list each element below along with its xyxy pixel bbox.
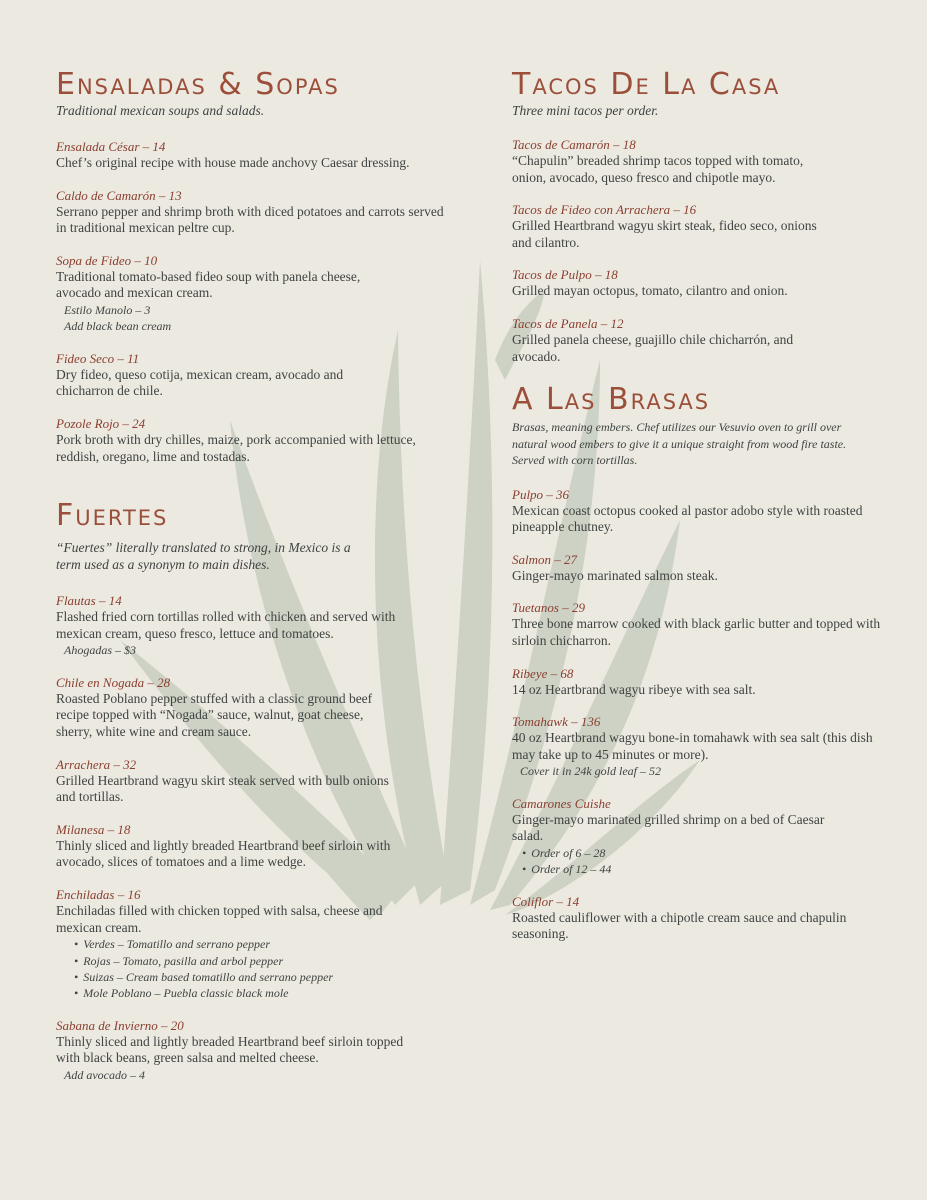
item-name: Chile en Nogada – 28 xyxy=(56,674,171,690)
section-tacos-de-la-casa xyxy=(512,67,884,365)
item-description: Grilled Heartbrand wagyu skirt steak served with bulb onions and tortillas. xyxy=(56,772,389,805)
item-description: Traditional tomato-based fideo soup with panela cheese, avocado and mexican cream. xyxy=(56,268,361,301)
menu-item xyxy=(512,666,884,699)
section-title: A Las Brasas xyxy=(512,382,711,418)
item-name: Milanesa – 18 xyxy=(56,821,131,837)
item-name: Arrachera – 32 xyxy=(56,756,137,772)
item-description: Pork broth with dry chilles, maize, pork accompanied with lettuce, reddish, oregano, lime and tostadas. xyxy=(56,431,416,464)
item-name: Fideo Seco – 11 xyxy=(56,350,140,366)
item-name: Pulpo – 36 xyxy=(512,486,570,502)
item-description: Grilled panela cheese, guajillo chile chicharrón, and avocado. xyxy=(512,331,794,364)
menu-item xyxy=(512,714,884,780)
menu-item xyxy=(512,137,884,186)
item-name: Caldo de Camarón – 13 xyxy=(56,187,182,203)
item-name: Salmon – 27 xyxy=(512,551,577,567)
item-option: • Order of 6 – 28 xyxy=(512,845,884,861)
item-addon: Estilo Manolo – 3 xyxy=(64,302,151,317)
menu-item xyxy=(56,757,456,806)
item-name: Tacos de Camarón – 18 xyxy=(512,137,636,152)
item-description: Thinly sliced and lightly breaded Heartbrand beef sirloin with avocado, slices of tomatoes and a lime wedge. xyxy=(56,837,391,870)
item-description: “Chapulin” breaded shrimp tacos topped with tomato, onion, avocado, queso fresco and chipotle mayo. xyxy=(512,153,804,185)
menu-item xyxy=(56,188,456,237)
item-addon: Cover it in 24k gold leaf – 52 xyxy=(520,764,661,779)
item-description: Mexican coast octopus cooked al pastor adobo style with roasted pineapple chutney. xyxy=(512,502,863,535)
section-subtitle: Brasas, meaning embers. Chef utilizes our Vesuvio oven to grill over natural wood embers to give it a unique straight from wood fire taste. Served with corn tortillas. xyxy=(512,420,847,468)
menu-item xyxy=(512,487,884,536)
item-description: Chef’s original recipe with house made anchovy Caesar dressing. xyxy=(56,155,410,170)
item-name: Tacos de Fideo con Arrachera – 16 xyxy=(512,202,697,218)
menu-item xyxy=(512,894,884,943)
menu-item xyxy=(56,822,456,871)
item-name: Tuetanos – 29 xyxy=(512,600,585,616)
menu-item xyxy=(56,351,456,400)
right-column xyxy=(512,67,884,943)
item-name: Sopa de Fideo – 10 xyxy=(56,252,158,268)
item-name: Camarones Cuishe xyxy=(512,795,611,811)
menu-item xyxy=(512,600,884,649)
item-addon: Add avocado – 4 xyxy=(64,1067,145,1082)
item-description: Dry fideo, queso cotija, mexican cream, avocado and chicharron de chile. xyxy=(56,366,344,399)
menu-item xyxy=(56,675,456,741)
section-title: Ensaladas & Sopas xyxy=(56,67,340,102)
item-description: Grilled Heartbrand wagyu skirt steak, fideo seco, onions and cilantro. xyxy=(512,218,817,250)
item-name: Ensalada César – 14 xyxy=(56,139,166,154)
section-fuertes xyxy=(56,498,456,1083)
item-name: Enchiladas – 16 xyxy=(56,886,141,902)
item-description: 40 oz Heartbrand wagyu bone-in tomahawk with sea salt (this dish may take up to 45 minutes or more). xyxy=(512,730,873,762)
menu-item xyxy=(512,796,884,878)
menu-item xyxy=(56,1018,456,1084)
menu-item xyxy=(56,139,456,172)
item-description: Three bone marrow cooked with black garlic butter and topped with sirloin chicharron. xyxy=(512,616,881,649)
left-column xyxy=(56,67,456,1083)
item-addon: Add black bean cream xyxy=(64,319,172,334)
section-title: Fuertes xyxy=(56,498,169,534)
section-subtitle: Traditional mexican soups and salads. xyxy=(56,103,265,118)
menu-item xyxy=(56,593,456,659)
menu-item xyxy=(512,316,884,365)
item-description: Thinly sliced and lightly breaded Heartbrand beef sirloin topped with black beans, green salsa and melted cheese. xyxy=(56,1033,404,1066)
section-a-las-brasas xyxy=(512,382,884,943)
menu-item xyxy=(56,887,456,1002)
section-subtitle: “Fuertes” literally translated to strong, in Mexico is a term used as a synonym to main dishes. xyxy=(56,540,351,573)
item-option: • Suizas – Cream based tomatillo and serrano pepper xyxy=(56,969,456,985)
menu-item xyxy=(56,416,456,465)
section-subtitle: Three mini tacos per order. xyxy=(512,103,659,118)
item-name: Pozole Rojo – 24 xyxy=(56,415,146,431)
item-name: Tomahawk – 136 xyxy=(512,714,601,730)
item-description: Enchiladas filled with chicken topped with salsa, cheese and mexican cream. xyxy=(56,902,383,935)
menu-item xyxy=(512,267,884,300)
item-name: Sabana de Invierno – 20 xyxy=(56,1017,184,1033)
menu-item xyxy=(512,202,884,251)
menu-item xyxy=(512,552,884,585)
item-option: • Verdes – Tomatillo and serrano pepper xyxy=(56,936,456,952)
item-description: Roasted Poblano pepper stuffed with a classic ground beef recipe topped with “Nogada” sauce, walnut, goat cheese, sherry, white wine and cream sauce. xyxy=(56,690,373,739)
item-description: Ginger-mayo marinated salmon steak. xyxy=(512,567,718,583)
item-name: Tacos de Panela – 12 xyxy=(512,315,624,331)
item-name: Flautas – 14 xyxy=(56,593,122,609)
item-description: Serrano pepper and shrimp broth with diced potatoes and carrots served in traditional mexican peltre cup. xyxy=(56,203,444,236)
item-description: Ginger-mayo marinated grilled shrimp on a bed of Caesar salad. xyxy=(512,811,825,844)
item-name: Coliflor – 14 xyxy=(512,893,580,909)
item-description: Grilled mayan octopus, tomato, cilantro and onion. xyxy=(512,283,788,299)
item-name: Ribeye – 68 xyxy=(512,665,574,681)
item-option: • Rojas – Tomato, pasilla and arbol pepper xyxy=(56,953,456,969)
section-ensaladas-sopas xyxy=(56,67,456,465)
item-description: Flashed fried corn tortillas rolled with chicken and served with mexican cream, queso fresco, lettuce and tomatoes. xyxy=(56,609,396,641)
menu-item xyxy=(56,253,456,335)
item-name: Tacos de Pulpo – 18 xyxy=(512,267,618,283)
item-option: • Order of 12 – 44 xyxy=(512,861,884,877)
item-option: • Mole Poblano – Puebla classic black mole xyxy=(56,985,456,1001)
item-description: Roasted cauliflower with a chipotle cream sauce and chapulin seasoning. xyxy=(512,909,847,942)
item-description: 14 oz Heartbrand wagyu ribeye with sea salt. xyxy=(512,681,756,697)
section-title: Tacos De La Casa xyxy=(512,67,781,102)
item-addon: Ahogadas – $3 xyxy=(64,643,136,658)
